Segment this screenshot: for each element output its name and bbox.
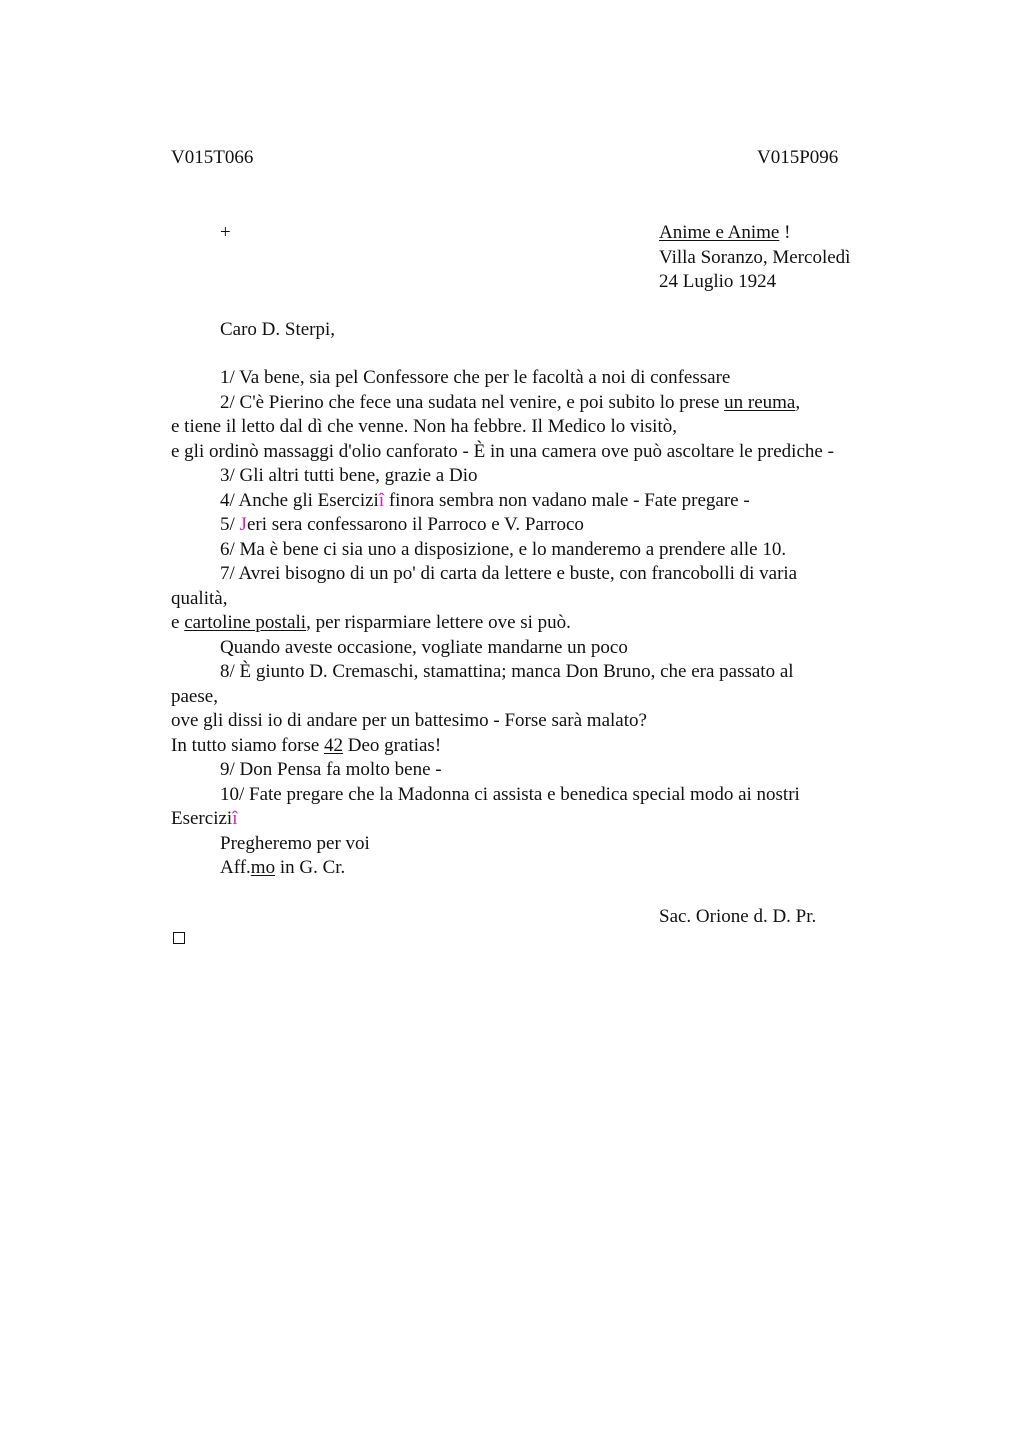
heading-title-suffix: ! bbox=[779, 222, 791, 243]
body-line: 9/ Don Pensa fa molto bene - bbox=[220, 759, 442, 780]
document-code-right: V015P096 bbox=[757, 147, 839, 168]
body-line: e tiene il letto dal dì che venne. Non ha febbre. Il Medico lo visitò, bbox=[171, 416, 677, 437]
signature: Sac. Orione d. D. Pr. bbox=[659, 906, 817, 927]
body-text: In tutto siamo forse bbox=[171, 734, 325, 756]
body-text: , per risparmiare lettere ove si può. bbox=[306, 612, 571, 633]
body-line: 7/ Avrei bisogno di un po' di carta da lettere e buste, con francobolli di varia bbox=[220, 563, 798, 584]
body-line: 8/ È giunto D. Cremaschi, stamattina; manca Don Bruno, che era passato al bbox=[220, 661, 794, 682]
end-marker-box bbox=[173, 932, 185, 944]
body-text: 2/ C'è Pierino che fece una sudata nel venire, e poi subito lo prese bbox=[220, 391, 725, 413]
body-line: Pregheremo per voi bbox=[220, 832, 370, 854]
body-text: Deo gratias! bbox=[343, 734, 442, 756]
body-line: 1/ Va bene, sia pel Confessore che per le facoltà a noi di confessare bbox=[220, 367, 731, 388]
body-line bbox=[171, 856, 931, 881]
body-line bbox=[171, 734, 931, 759]
heading-title: Anime e Anime bbox=[659, 222, 780, 243]
cross-symbol: + bbox=[220, 222, 231, 243]
body-text: 4/ Anche gli Esercizi bbox=[220, 489, 379, 511]
document-code-left: V015T066 bbox=[171, 147, 254, 168]
body-text: in G. Cr. bbox=[275, 857, 346, 878]
body-text: Aff. bbox=[220, 857, 251, 878]
body-line: Quando aveste occasione, vogliate mandarne un poco bbox=[220, 636, 628, 658]
body-line: e gli ordinò massaggi d'olio canforato - È in una camera ove può ascoltare le prediche - bbox=[171, 440, 834, 462]
body-line: 10/ Fate pregare che la Madonna ci assista e benedica special modo ai nostri bbox=[220, 783, 800, 805]
body-line: paese, bbox=[171, 685, 218, 707]
body-text: 5/ bbox=[220, 514, 240, 535]
body-line bbox=[171, 391, 931, 416]
highlighted-char: î bbox=[378, 489, 385, 511]
body-text: eri sera confessarono il Parroco e V. Parroco bbox=[246, 514, 584, 535]
body-line bbox=[171, 513, 931, 538]
salutation: Caro D. Sterpi, bbox=[220, 319, 336, 340]
underlined-text: un reuma bbox=[724, 391, 796, 413]
underlined-text: 42 bbox=[324, 734, 344, 756]
underlined-text: cartoline postali bbox=[184, 612, 307, 633]
letter-heading bbox=[659, 221, 850, 295]
body-text: e bbox=[171, 612, 185, 633]
heading-date: 24 Luglio 1924 bbox=[659, 271, 777, 292]
heading-place: Villa Soranzo, Mercoledì bbox=[659, 246, 851, 268]
body-line bbox=[171, 611, 931, 636]
body-line bbox=[171, 489, 931, 514]
highlighted-char: J bbox=[239, 514, 247, 535]
letter-body bbox=[171, 366, 931, 881]
heading-title-line bbox=[659, 221, 850, 246]
underlined-text: mo bbox=[250, 857, 276, 878]
body-line: 6/ Ma è bene ci sia uno a disposizione, e lo manderemo a prendere alle 10. bbox=[220, 538, 787, 560]
body-text: finora sembra non vadano male - Fate pregare - bbox=[384, 489, 750, 511]
body-text: , bbox=[795, 391, 801, 413]
body-line: 3/ Gli altri tutti bene, grazie a Dio bbox=[220, 465, 478, 486]
body-line: qualità, bbox=[171, 587, 228, 609]
body-line bbox=[171, 807, 931, 832]
body-line: ove gli dissi io di andare per un battesimo - Forse sarà malato? bbox=[171, 710, 647, 731]
highlighted-char: î bbox=[232, 808, 238, 829]
body-text: Esercizi bbox=[171, 808, 233, 829]
